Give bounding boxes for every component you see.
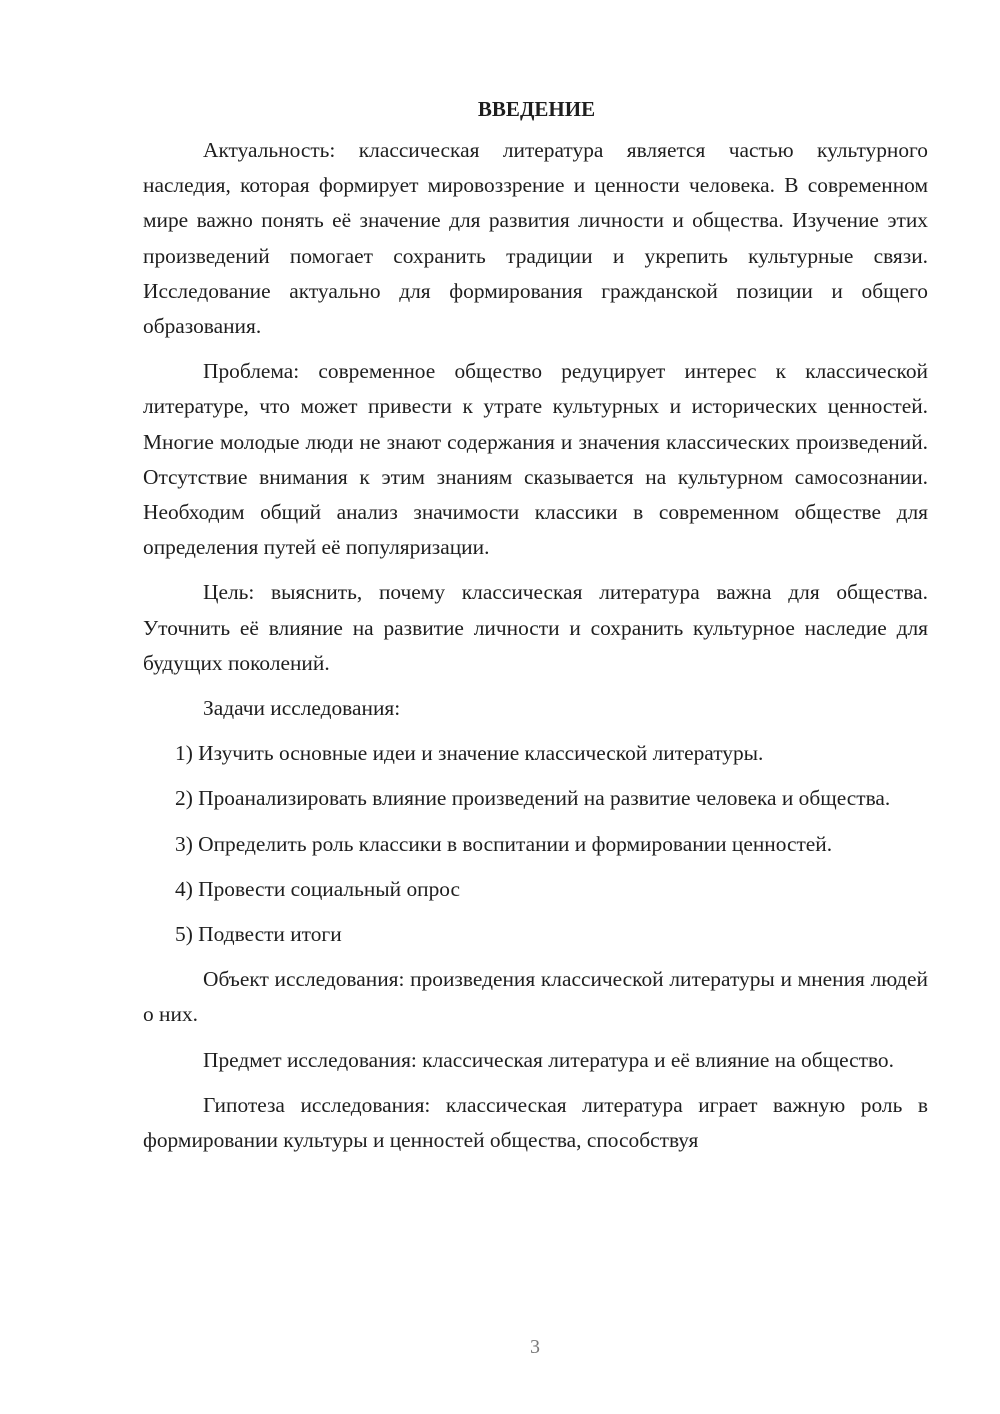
task-item-4: 4) Провести социальный опрос bbox=[175, 876, 461, 901]
task-item-5: 5) Подвести итоги bbox=[175, 922, 342, 947]
page-number: 3 bbox=[530, 1336, 540, 1358]
task-item-1: 1) Изучить основные идеи и значение классической литературы. bbox=[175, 741, 764, 766]
paragraph-problem: Проблема: современное общество редуцирует интерес к классической литературе, что может привести к утрате культурных и исторических ценностей. Многие молодые люди не знают содержания и значения классических произведений. Отсутствие внимания к этим знаниям сказывается на культурном самосознании. Необходим общий анализ значимости классики в современном обществе для определения путей её популяризации. bbox=[143, 359, 928, 560]
paragraph-hypothesis: Гипотеза исследования: классическая литература играет важную роль в формировании культуры и ценностей общества, способствуя bbox=[143, 1092, 928, 1153]
paragraph-object: Объект исследования: произведения классической литературы и мнения людей о них. bbox=[143, 967, 928, 1027]
paragraph-tasks-heading: Задачи исследования: bbox=[203, 696, 401, 721]
task-item-2: 2) Проанализировать влияние произведений на развитие человека и общества. bbox=[175, 786, 891, 811]
section-title: ВВЕДЕНИЕ bbox=[477, 97, 596, 121]
paragraph-subject: Предмет исследования: классическая литература и её влияние на общество. bbox=[203, 1047, 894, 1072]
page-content bbox=[143, 92, 928, 1168]
paragraph-goal: Цель: выяснить, почему классическая литература важна для общества. Уточнить её влияние на развитие личности и сохранить культурное наследие для будущих поколений. bbox=[143, 580, 928, 675]
paragraph-relevance: Актуальность: классическая литература является частью культурного наследия, которая формирует мировоззрение и ценности человека. В современном мире важно понять её значение для развития личности и общества. Изучение этих произведений помогает сохранить традиции и укрепить культурные связи. Исследование актуально для формирования гражданской позиции и общего образования. bbox=[143, 138, 928, 339]
task-item-3: 3) Определить роль классики в воспитании и формировании ценностей. bbox=[175, 831, 833, 856]
